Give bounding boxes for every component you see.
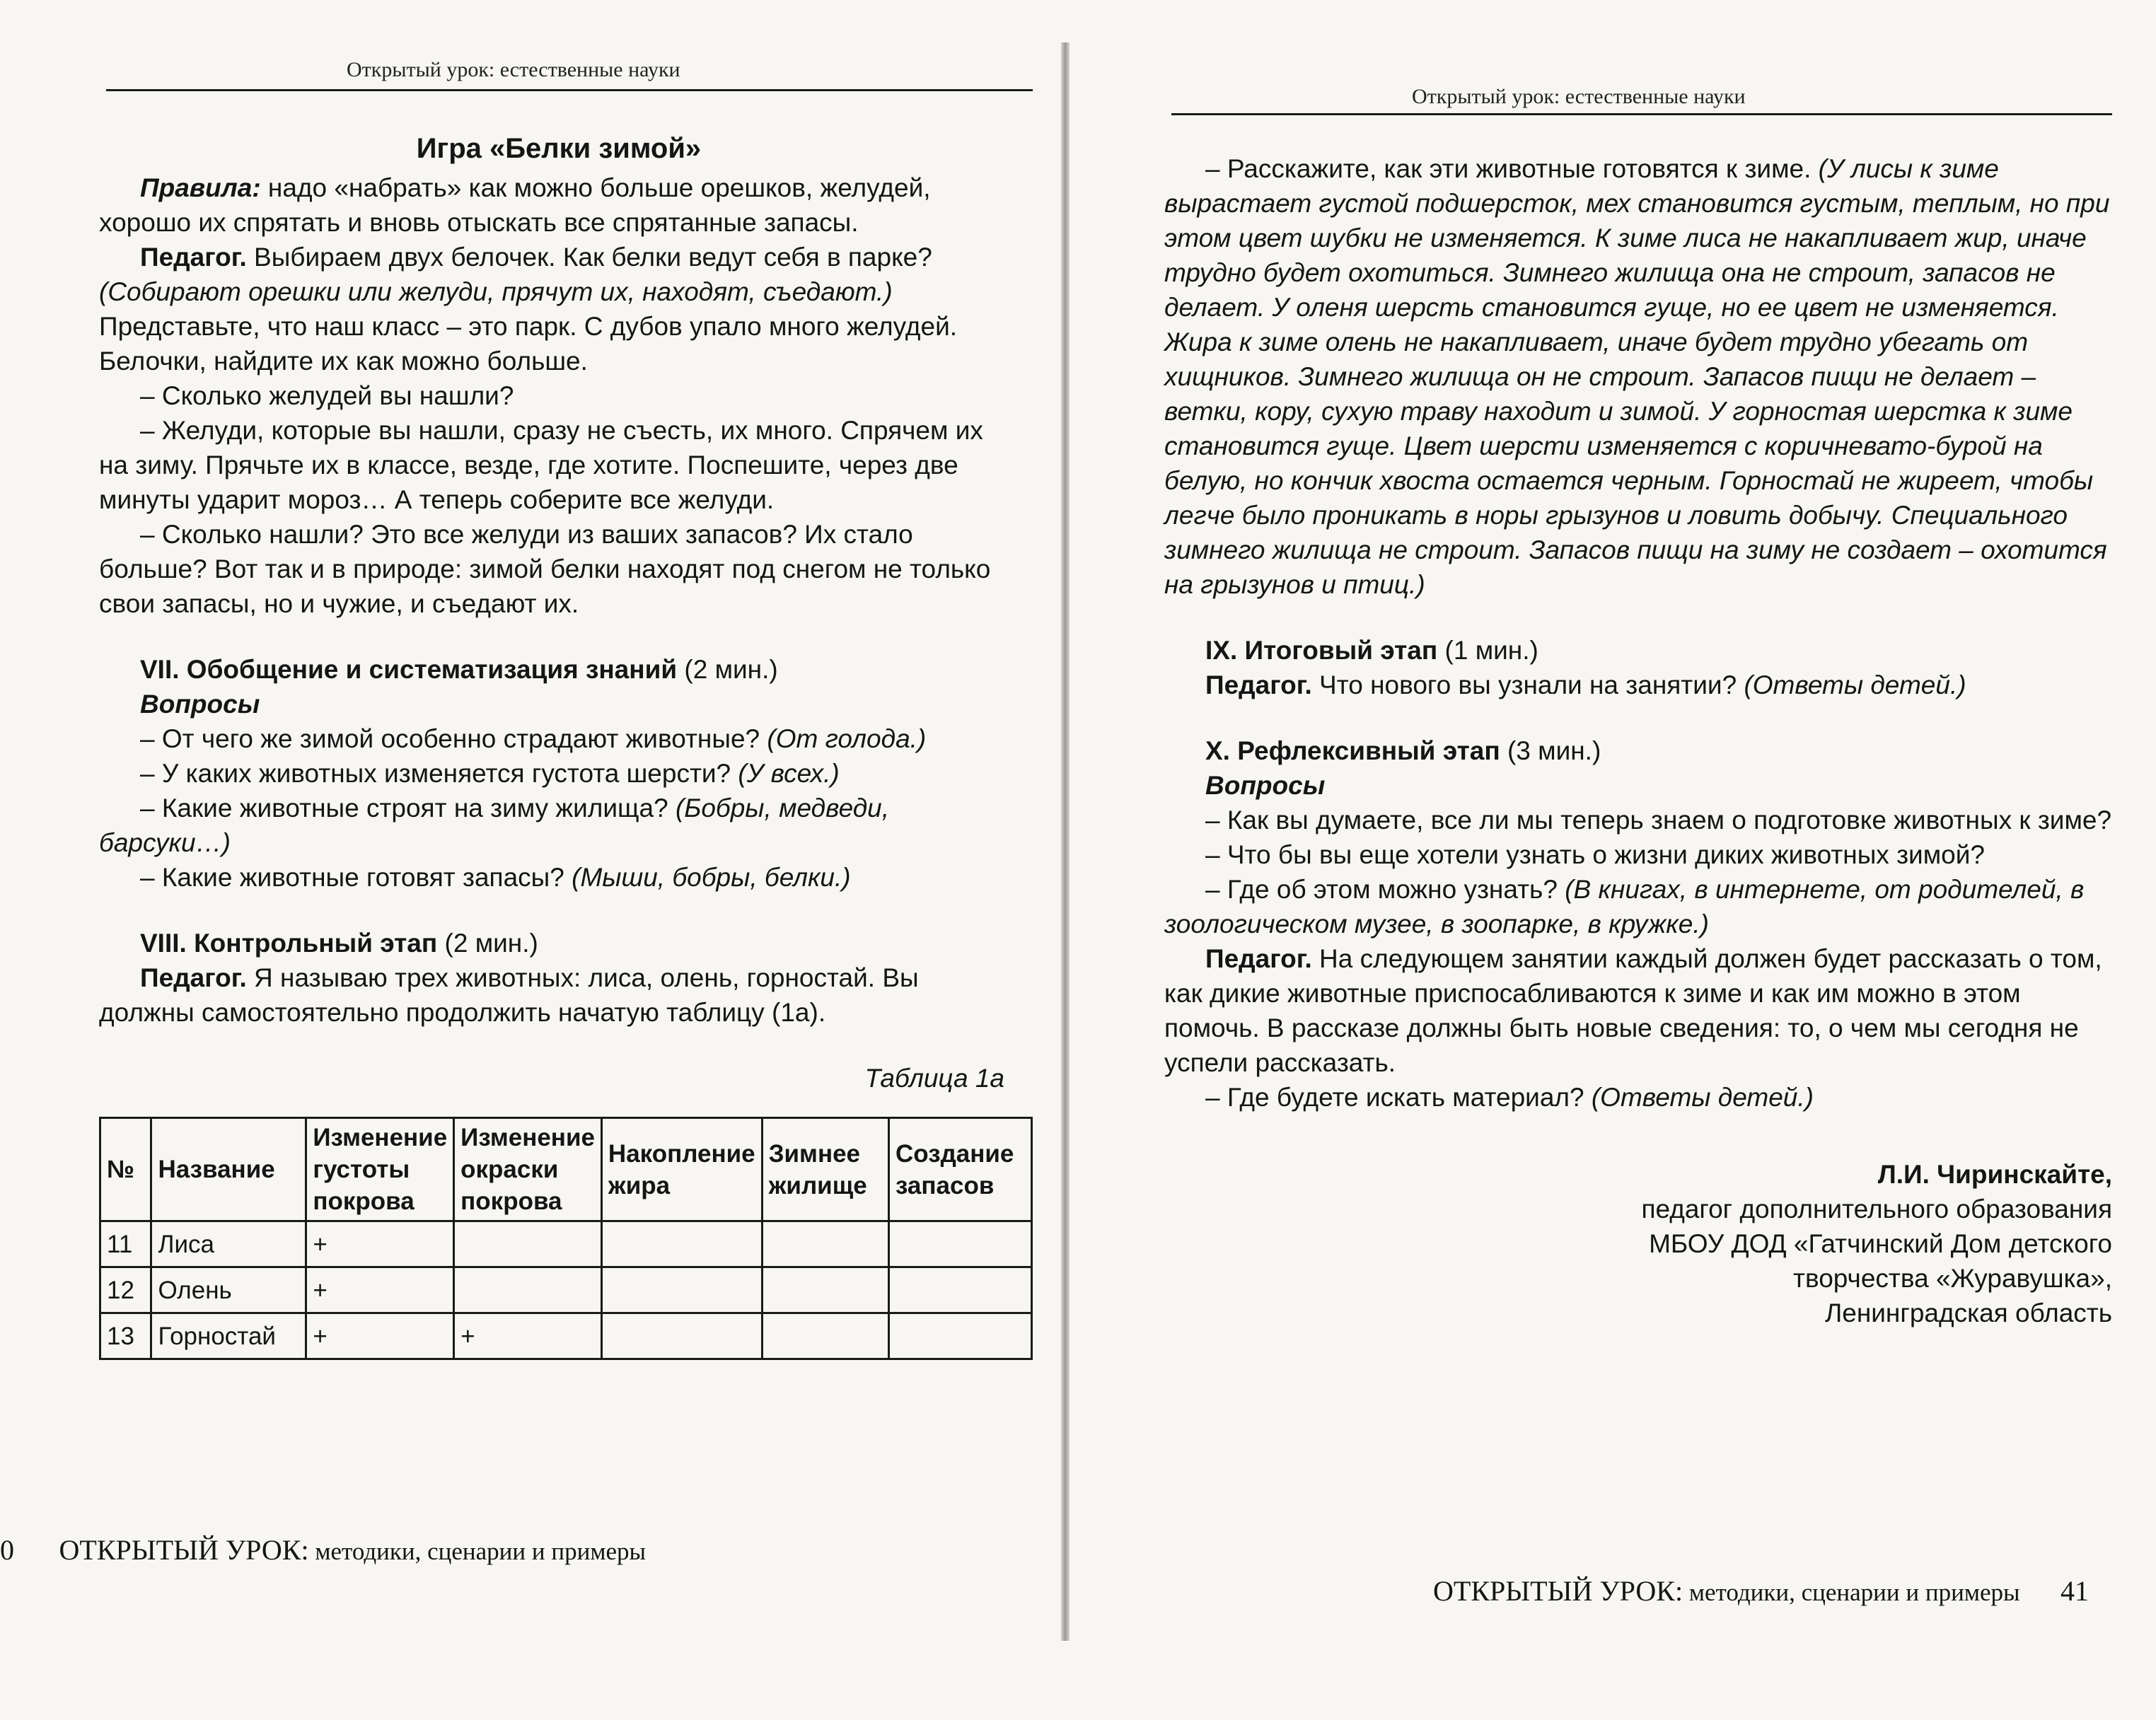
- section-9-teacher-label: Педагог.: [1205, 670, 1312, 699]
- section-8-text: Я называю трех животных: лиса, олень, горностай. Вы должны самостоятельно продолжить начатую таблицу (1а).: [99, 963, 919, 1027]
- col-fat: Накопление жира: [601, 1118, 762, 1221]
- reflect-2: – Что бы вы еще хотели узнать о жизни диких животных зимой?: [1205, 840, 1985, 869]
- reflect-4: [1164, 941, 2112, 1080]
- paragraph-3: – Желуди, которые вы нашли, сразу не съесть, их много. Спрячем их на зиму. Прячьте их в классе, везде, где хотите. Поспешите, через две минуты ударит мороз… А теперь соберите все желуди.: [99, 416, 983, 514]
- section-8-heading: [99, 926, 1019, 960]
- teacher-label: Педагог.: [140, 243, 247, 272]
- header-rule-right: [1171, 113, 2112, 115]
- right-page: [1072, 0, 2156, 1720]
- question-4: [99, 860, 1019, 895]
- section-10-time: (3 мин.): [1500, 736, 1601, 765]
- left-footer: [0, 1533, 646, 1567]
- section-10-questions-label: Вопросы: [1205, 771, 1326, 800]
- author-line-1: педагог дополнительного образования: [1641, 1195, 2112, 1224]
- paragraph-2: – Сколько желудей вы нашли?: [140, 381, 514, 410]
- table-cell: Олень: [151, 1267, 306, 1313]
- section-8-teacher-label: Педагог.: [140, 963, 247, 992]
- section-9-text: Что нового вы узнали на занятии?: [1311, 670, 1744, 699]
- question-3: [99, 791, 1019, 860]
- col-shelter: Зимнее жилище: [762, 1118, 888, 1221]
- table-cell: +: [306, 1313, 454, 1359]
- question-2-answer: (У всех.): [738, 759, 840, 788]
- section-7-heading: [99, 652, 1019, 687]
- table-cell: [601, 1313, 762, 1359]
- question-4-text: – Какие животные готовят запасы?: [140, 863, 572, 892]
- question-1: [99, 721, 1019, 756]
- right-paragraph-1: [1164, 151, 2112, 602]
- right-footer-subtitle: методики, сценарии и примеры: [1683, 1579, 2020, 1606]
- section-9-answer: (Ответы детей.): [1744, 670, 1966, 699]
- col-number: №: [100, 1118, 151, 1221]
- reflect-1: – Как вы думаете, все ли мы теперь знаем о подготовке животных к зиме?: [1205, 806, 2112, 835]
- author-line-2: МБОУ ДОД «Гатчинский Дом детского: [1649, 1229, 2112, 1258]
- col-density: Изменение густоты покрова: [306, 1118, 454, 1221]
- right-body: [1164, 151, 2112, 1330]
- table-cell: Горностай: [151, 1313, 306, 1359]
- reflect-5-answer: (Ответы детей.): [1591, 1083, 1814, 1112]
- left-page-number: 0: [0, 1534, 14, 1566]
- reflect-4-text: На следующем занятии каждый должен будет рассказать о том, как дикие животные приспосабливаются к зиме и как им можно в этом помочь. В рассказе должны быть новые сведения: то, о чем мы сегодня не успели рассказать.: [1164, 944, 2102, 1077]
- right-p1-text: – Расскажите, как эти животные готовятся к зиме.: [1205, 154, 1819, 183]
- section-7-questions: [99, 687, 1019, 721]
- running-header-left: Открытый урок: естественные науки: [347, 58, 680, 81]
- reflect-4-teacher-label: Педагог.: [1205, 944, 1312, 973]
- table-row: [100, 1267, 1032, 1313]
- author-line-3: творчества «Журавушка»,: [1793, 1264, 2112, 1293]
- book-gutter: [1061, 42, 1070, 1641]
- table-cell: +: [306, 1267, 454, 1313]
- running-header-right: Открытый урок: естественные науки: [1412, 85, 1746, 108]
- teacher-paragraph: [99, 240, 1019, 378]
- section-7-title: VII. Обобщение и систематизация знаний: [140, 655, 678, 684]
- table-cell: Лиса: [151, 1221, 306, 1267]
- table-cell: 11: [100, 1221, 151, 1267]
- table-cell: 13: [100, 1313, 151, 1359]
- question-2-text: – У каких животных изменяется густота шерсти?: [140, 759, 738, 788]
- section-7-time: (2 мин.): [677, 655, 778, 684]
- animals-table: [99, 1117, 1033, 1360]
- paragraph-4: – Сколько нашли? Это все желуди из ваших запасов? Их стало больше? Вот так и в природе: зимой белки находят под снегом не только свои запасы, но и чужие, и съедают их.: [99, 520, 991, 618]
- table-cell: [889, 1313, 1032, 1359]
- game-title: Игра «Белки зимой»: [416, 133, 702, 164]
- reflect-3-answer: (В книгах, в интернете, от родителей, в зоологическом музее, в зоопарке, в кружке.): [1164, 875, 2085, 939]
- table-cell: [762, 1267, 888, 1313]
- header-rule-left: [106, 89, 1033, 91]
- col-name: Название: [151, 1118, 306, 1221]
- question-3-answer: (Бобры, медведи, барсуки…): [99, 794, 890, 857]
- section-9-paragraph: [1164, 668, 2112, 702]
- author-name: Л.И. Чиринскайте,: [1877, 1160, 2112, 1189]
- reflect-3-text: – Где об этом можно узнать?: [1205, 875, 1565, 904]
- author-signature: [1164, 1157, 2112, 1330]
- table-cell: [454, 1221, 602, 1267]
- reflect-5-text: – Где будете искать материал?: [1205, 1083, 1592, 1112]
- section-8-paragraph: [99, 960, 1019, 1030]
- col-color: Изменение окраски покрова: [454, 1118, 602, 1221]
- section-9-time: (1 мин.): [1437, 636, 1538, 665]
- table-header-row: [100, 1118, 1032, 1221]
- section-10-questions: [1164, 768, 2112, 803]
- teacher-text-2: Представьте, что наш класс – это парк. С дубов упало много желудей. Белочки, найдите их как можно больше.: [99, 312, 958, 376]
- left-page: [0, 0, 1061, 1720]
- table-cell: [601, 1267, 762, 1313]
- left-body: [99, 132, 1019, 1360]
- author-line-4: Ленинградская область: [1824, 1298, 2112, 1327]
- table-cell: +: [454, 1313, 602, 1359]
- question-3-text: – Какие животные строят на зиму жилища?: [140, 794, 676, 823]
- col-stores: Создание запасов: [889, 1118, 1032, 1221]
- right-p1-italic: (У лисы к зиме вырастает густой подшерсток, мех становится густым, теплым, но при этом цвет шубки не изменяется. К зиме лиса не накапливает жир, иначе трудно будет охотиться. Зимнего жилища она не строит, запасов не делает. У оленя шерсть становится гуще, но ее цвет не изменяется. Жира к зиме олень не накапливает, иначе будет трудно убегать от хищников. Зимнего жилища он не строит. Запасов пищи не делает – ветки, кору, сухую траву находит и зимой. У горностая шерстка к зиме становится гуще. Цвет шерсти изменяется с коричневато-бурой на белую, но кончик хвоста остается черным. Горностай не жиреет, чтобы легче было проникать в норы грызунов и ловить добычу. Специального зимнего жилища не строит. Запасов пищи на зиму не создает – охотится на грызунов и птиц.): [1164, 154, 2110, 599]
- question-1-text: – От чего же зимой особенно страдают животные?: [140, 724, 767, 753]
- table-cell: [454, 1267, 602, 1313]
- question-2: [99, 756, 1019, 791]
- questions-label: Вопросы: [140, 690, 260, 719]
- section-8-time: (2 мин.): [437, 929, 538, 958]
- rules-paragraph: [99, 170, 1019, 240]
- section-8-title: VIII. Контрольный этап: [140, 929, 438, 958]
- rules-label: Правила:: [140, 173, 261, 202]
- section-9-heading: [1164, 633, 2112, 668]
- reflect-5: [1164, 1080, 2112, 1115]
- rules-text: надо «набрать» как можно больше орешков, желудей, хорошо их спрятать и вновь отыскать все спрятанные запасы.: [99, 173, 931, 237]
- table-cell: [762, 1313, 888, 1359]
- table-cell: [601, 1221, 762, 1267]
- question-1-answer: (От голода.): [767, 724, 927, 753]
- left-footer-brand: ОТКРЫТЫЙ УРОК:: [59, 1534, 309, 1566]
- question-4-answer: (Мыши, бобры, белки.): [572, 863, 851, 892]
- right-footer: [1433, 1574, 2089, 1608]
- teacher-text: Выбираем двух белочек. Как белки ведут себя в парке?: [246, 243, 932, 272]
- table-cell: 12: [100, 1267, 151, 1313]
- table-cell: +: [306, 1221, 454, 1267]
- right-footer-brand: ОТКРЫТЫЙ УРОК:: [1433, 1575, 1683, 1607]
- left-footer-subtitle: методики, сценарии и примеры: [308, 1538, 647, 1565]
- section-10-title: X. Рефлексивный этап: [1205, 736, 1500, 765]
- table-cell: [889, 1221, 1032, 1267]
- table-cell: [762, 1221, 888, 1267]
- section-10-heading: [1164, 733, 2112, 768]
- table-cell: [889, 1267, 1032, 1313]
- table-caption: Таблица 1а: [864, 1064, 1004, 1093]
- section-9-title: IX. Итоговый этап: [1205, 636, 1438, 665]
- table-row: [100, 1313, 1032, 1359]
- table-row: [100, 1221, 1032, 1267]
- teacher-italic: (Собирают орешки или желуди, прячут их, находят, съедают.): [99, 277, 893, 306]
- reflect-3: [1164, 872, 2112, 941]
- right-page-number: 41: [2061, 1575, 2090, 1607]
